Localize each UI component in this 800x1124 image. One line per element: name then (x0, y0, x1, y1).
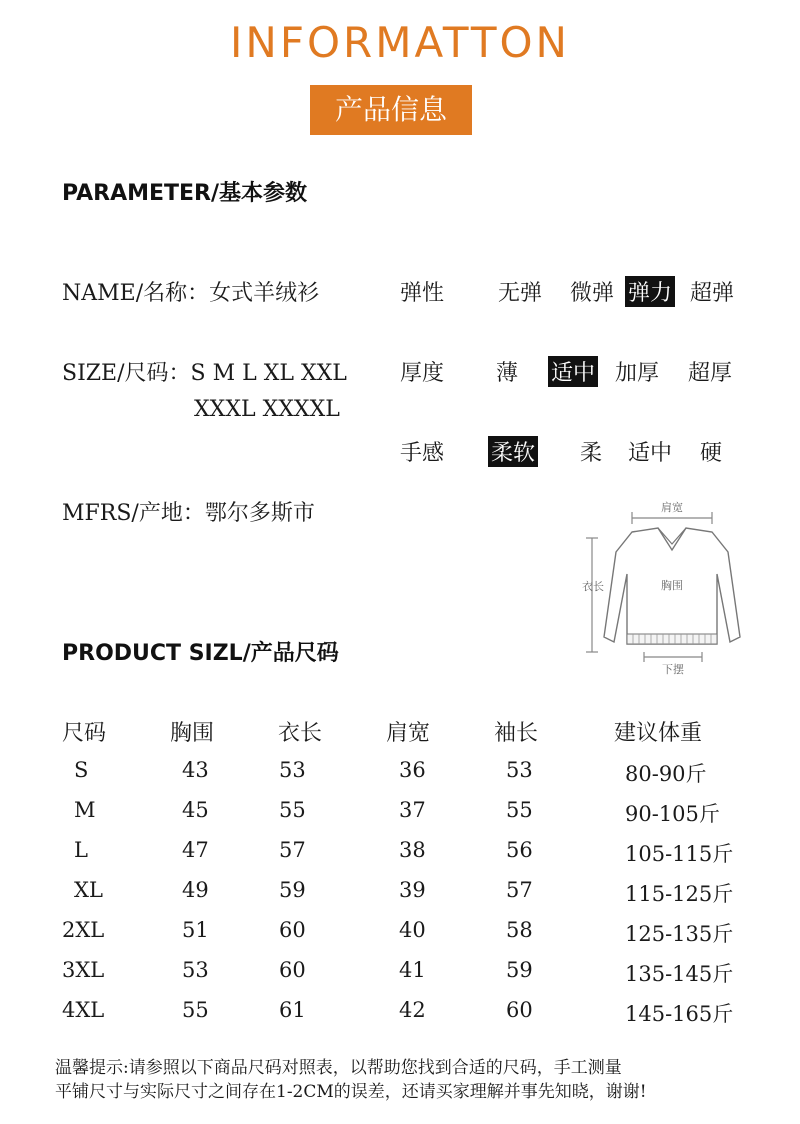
table-cell-shoulder: 37 (399, 798, 426, 822)
table-cell-length: 60 (279, 918, 306, 942)
table-cell-chest: 47 (182, 838, 209, 862)
table-cell-shoulder: 41 (399, 958, 426, 982)
table-cell-length: 60 (279, 958, 306, 982)
table-cell-length: 57 (279, 838, 306, 862)
mfrs-label: MFRS/产地： (62, 501, 205, 526)
col-header-size: 尺码 (62, 721, 107, 746)
shoulder-label: 肩宽 (661, 501, 683, 514)
col-header-length: 衣长 (278, 721, 323, 746)
thickness-option-thin: 薄 (496, 361, 519, 386)
table-cell-chest: 53 (182, 958, 209, 982)
table-cell-size: 4XL (62, 998, 105, 1022)
chest-label: 胸围 (661, 579, 683, 592)
table-cell-length: 61 (279, 998, 306, 1022)
thickness-option-extra-thick: 超厚 (688, 361, 733, 386)
table-cell-sleeve: 59 (506, 958, 533, 982)
table-cell-weight: 145-165斤 (625, 1002, 734, 1026)
table-cell-size: 3XL (62, 958, 105, 982)
elasticity-option-super: 超弹 (690, 281, 735, 306)
col-header-chest: 胸围 (170, 721, 215, 746)
table-cell-chest: 51 (182, 918, 209, 942)
table-cell-chest: 45 (182, 798, 209, 822)
table-cell-sleeve: 56 (506, 838, 533, 862)
length-label: 衣长 (582, 580, 604, 593)
size-values-line1: S M L XL XXL (190, 361, 347, 386)
table-cell-weight: 115-125斤 (625, 882, 734, 906)
elasticity-option-none: 无弹 (498, 281, 543, 306)
table-cell-chest: 49 (182, 878, 209, 902)
feel-option-gentle: 柔 (580, 441, 603, 466)
feel-option-medium: 适中 (628, 441, 673, 466)
thickness-option-medium-selected: 适中 (548, 356, 598, 387)
page-title: INFORMATTON (230, 18, 570, 67)
table-cell-chest: 43 (182, 758, 209, 782)
table-cell-chest: 55 (182, 998, 209, 1022)
table-cell-shoulder: 40 (399, 918, 426, 942)
table-cell-sleeve: 55 (506, 798, 533, 822)
size-values-line2: XXXL XXXXL (194, 397, 340, 422)
table-cell-weight: 80-90斤 (625, 762, 707, 786)
footer-note-line2: 平铺尺寸与实际尺寸之间存在1-2CM的误差，还请买家理解并事先知晓，谢谢! (55, 1082, 647, 1102)
table-cell-size: XL (74, 878, 103, 902)
feel-option-hard: 硬 (700, 441, 723, 466)
size-row (62, 356, 347, 387)
table-cell-size: M (74, 798, 96, 822)
name-label: NAME/名称： (62, 281, 210, 306)
table-cell-length: 55 (279, 798, 306, 822)
footer-note (55, 1056, 755, 1104)
table-cell-size: S (74, 758, 89, 782)
table-cell-weight: 105-115斤 (625, 842, 734, 866)
table-cell-shoulder: 42 (399, 998, 426, 1022)
feel-label: 手感 (400, 441, 445, 466)
elasticity-option-slight: 微弹 (570, 281, 615, 306)
elasticity-option-stretch-selected: 弹力 (625, 276, 675, 307)
feel-option-soft-selected: 柔软 (488, 436, 538, 467)
size-chart-heading: PRODUCT SIZL/产品尺码 (62, 641, 339, 666)
section-badge: 产品信息 (310, 85, 472, 135)
table-cell-size: L (74, 838, 88, 862)
col-header-sleeve: 袖长 (494, 721, 539, 746)
mfrs-value: 鄂尔多斯市 (204, 501, 315, 526)
table-cell-length: 53 (279, 758, 306, 782)
thickness-label: 厚度 (400, 361, 445, 386)
name-row (62, 276, 319, 307)
table-cell-shoulder: 36 (399, 758, 426, 782)
name-value: 女式羊绒衫 (209, 281, 320, 306)
col-header-weight: 建议体重 (614, 721, 703, 746)
thickness-option-thick: 加厚 (615, 361, 660, 386)
mfrs-row (62, 496, 315, 527)
parameter-heading: PARAMETER/基本参数 (62, 181, 308, 206)
table-cell-sleeve: 53 (506, 758, 533, 782)
table-cell-weight: 125-135斤 (625, 922, 734, 946)
footer-note-line1: 温馨提示:请参照以下商品尺码对照表，以帮助您找到合适的尺码，手工测量 (55, 1058, 622, 1078)
table-cell-weight: 90-105斤 (625, 802, 720, 826)
table-cell-shoulder: 39 (399, 878, 426, 902)
hem-label: 下摆 (662, 663, 684, 676)
elasticity-label: 弹性 (400, 281, 445, 306)
sweater-diagram (570, 492, 760, 682)
table-cell-length: 59 (279, 878, 306, 902)
table-cell-sleeve: 60 (506, 998, 533, 1022)
table-cell-shoulder: 38 (399, 838, 426, 862)
col-header-shoulder: 肩宽 (386, 721, 431, 746)
table-cell-sleeve: 58 (506, 918, 533, 942)
table-cell-size: 2XL (62, 918, 105, 942)
table-cell-weight: 135-145斤 (625, 962, 734, 986)
table-cell-sleeve: 57 (506, 878, 533, 902)
size-label: SIZE/尺码： (62, 361, 191, 386)
